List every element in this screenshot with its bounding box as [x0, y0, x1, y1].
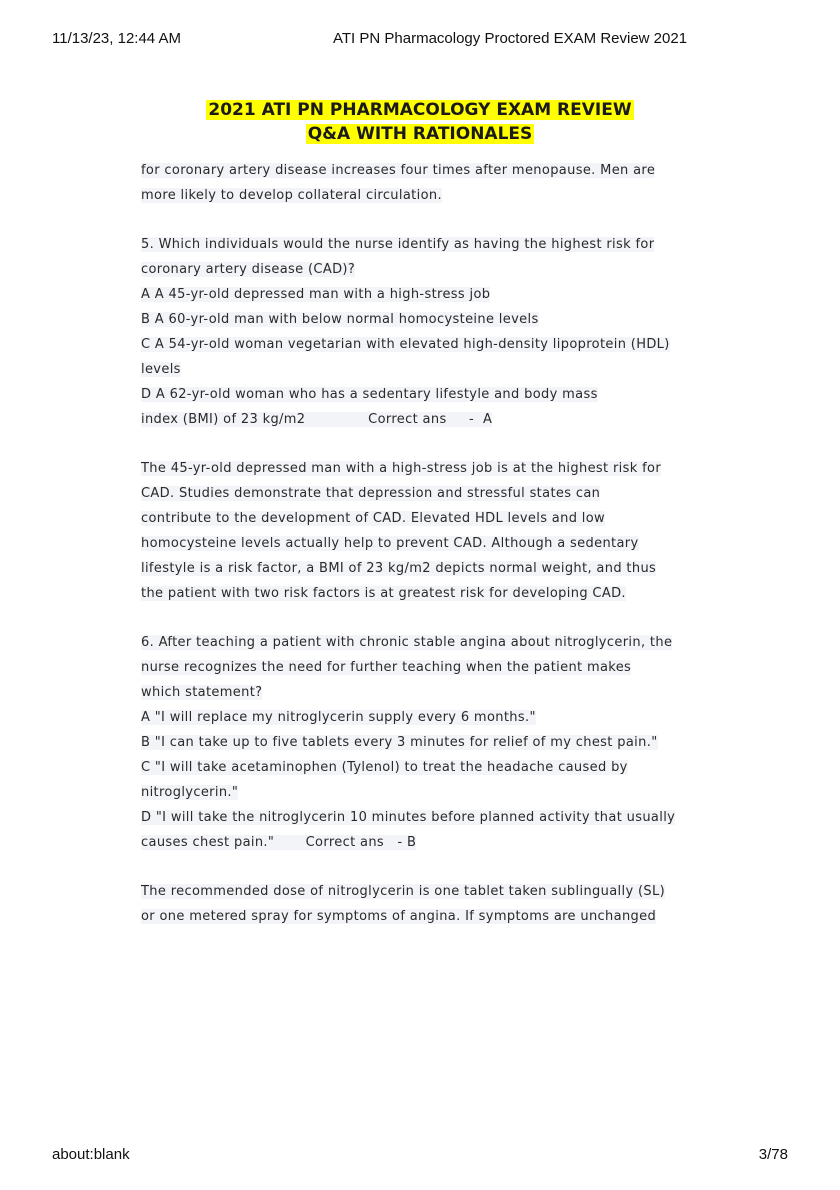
text-line: levels	[141, 362, 181, 377]
text-line: index (BMI) of 23 kg/m2 Correct ans - A	[141, 412, 493, 427]
text-line: contribute to the development of CAD. Elevated HDL levels and low	[141, 511, 606, 526]
text-line: 6. After teaching a patient with chronic stable angina about nitroglycerin, the	[141, 635, 673, 650]
text-line: nitroglycerin."	[141, 785, 239, 800]
text-line: or one metered spray for symptoms of angina. If symptoms are unchanged	[141, 909, 657, 924]
text-line: lifestyle is a risk factor, a BMI of 23 kg/m2 depicts normal weight, and thus	[141, 561, 657, 576]
text-line: A "I will replace my nitroglycerin supply every 6 months."	[141, 710, 536, 725]
text-line: C A 54-yr-old woman vegetarian with elevated high-density lipoprotein (HDL)	[141, 337, 670, 352]
text-line: nurse recognizes the need for further teaching when the patient makes	[141, 660, 632, 675]
print-footer-page-number: 3/78	[758, 1146, 788, 1163]
paragraph-gap	[141, 208, 701, 232]
title-line-1: 2021 ATI PN PHARMACOLOGY EXAM REVIEW	[208, 100, 632, 120]
print-footer-url: about:blank	[52, 1146, 130, 1163]
paragraph-gap	[141, 606, 701, 630]
text-line: coronary artery disease (CAD)?	[141, 262, 356, 277]
text-line: B "I can take up to five tablets every 3 minutes for relief of my chest pain."	[141, 735, 658, 750]
text-line: CAD. Studies demonstrate that depression and stressful states can	[141, 486, 601, 501]
document-body	[141, 158, 701, 929]
paragraph-gap	[141, 432, 701, 456]
text-line: which statement?	[141, 685, 263, 700]
text-line: causes chest pain." Correct ans - B	[141, 835, 417, 850]
text-line: The 45-yr-old depressed man with a high-stress job is at the highest risk for	[141, 461, 662, 476]
paragraph	[141, 158, 701, 208]
print-header-datetime: 11/13/23, 12:44 AM	[52, 30, 181, 47]
paragraph	[141, 630, 701, 855]
print-header-title: ATI PN Pharmacology Proctored EXAM Review 2021	[333, 30, 688, 47]
text-line: The recommended dose of nitroglycerin is one tablet taken sublingually (SL)	[141, 884, 666, 899]
paragraph-gap	[141, 855, 701, 879]
paragraph	[141, 232, 701, 432]
text-line: C "I will take acetaminophen (Tylenol) to treat the headache caused by	[141, 760, 628, 775]
text-line: D "I will take the nitroglycerin 10 minutes before planned activity that usually	[141, 810, 676, 825]
paragraph	[141, 456, 701, 606]
document-title	[0, 98, 840, 146]
paragraph	[141, 879, 701, 929]
title-line-2: Q&A WITH RATIONALES	[307, 124, 533, 144]
text-line: the patient with two risk factors is at greatest risk for developing CAD.	[141, 586, 626, 601]
text-line: B A 60-yr-old man with below normal homocysteine levels	[141, 312, 539, 327]
text-line: for coronary artery disease increases four times after menopause. Men are	[141, 163, 656, 178]
text-line: more likely to develop collateral circulation.	[141, 188, 442, 203]
text-line: homocysteine levels actually help to prevent CAD. Although a sedentary	[141, 536, 639, 551]
text-line: 5. Which individuals would the nurse identify as having the highest risk for	[141, 237, 655, 252]
text-line: A A 45-yr-old depressed man with a high-stress job	[141, 287, 491, 302]
text-line: D A 62-yr-old woman who has a sedentary lifestyle and body mass	[141, 387, 598, 402]
